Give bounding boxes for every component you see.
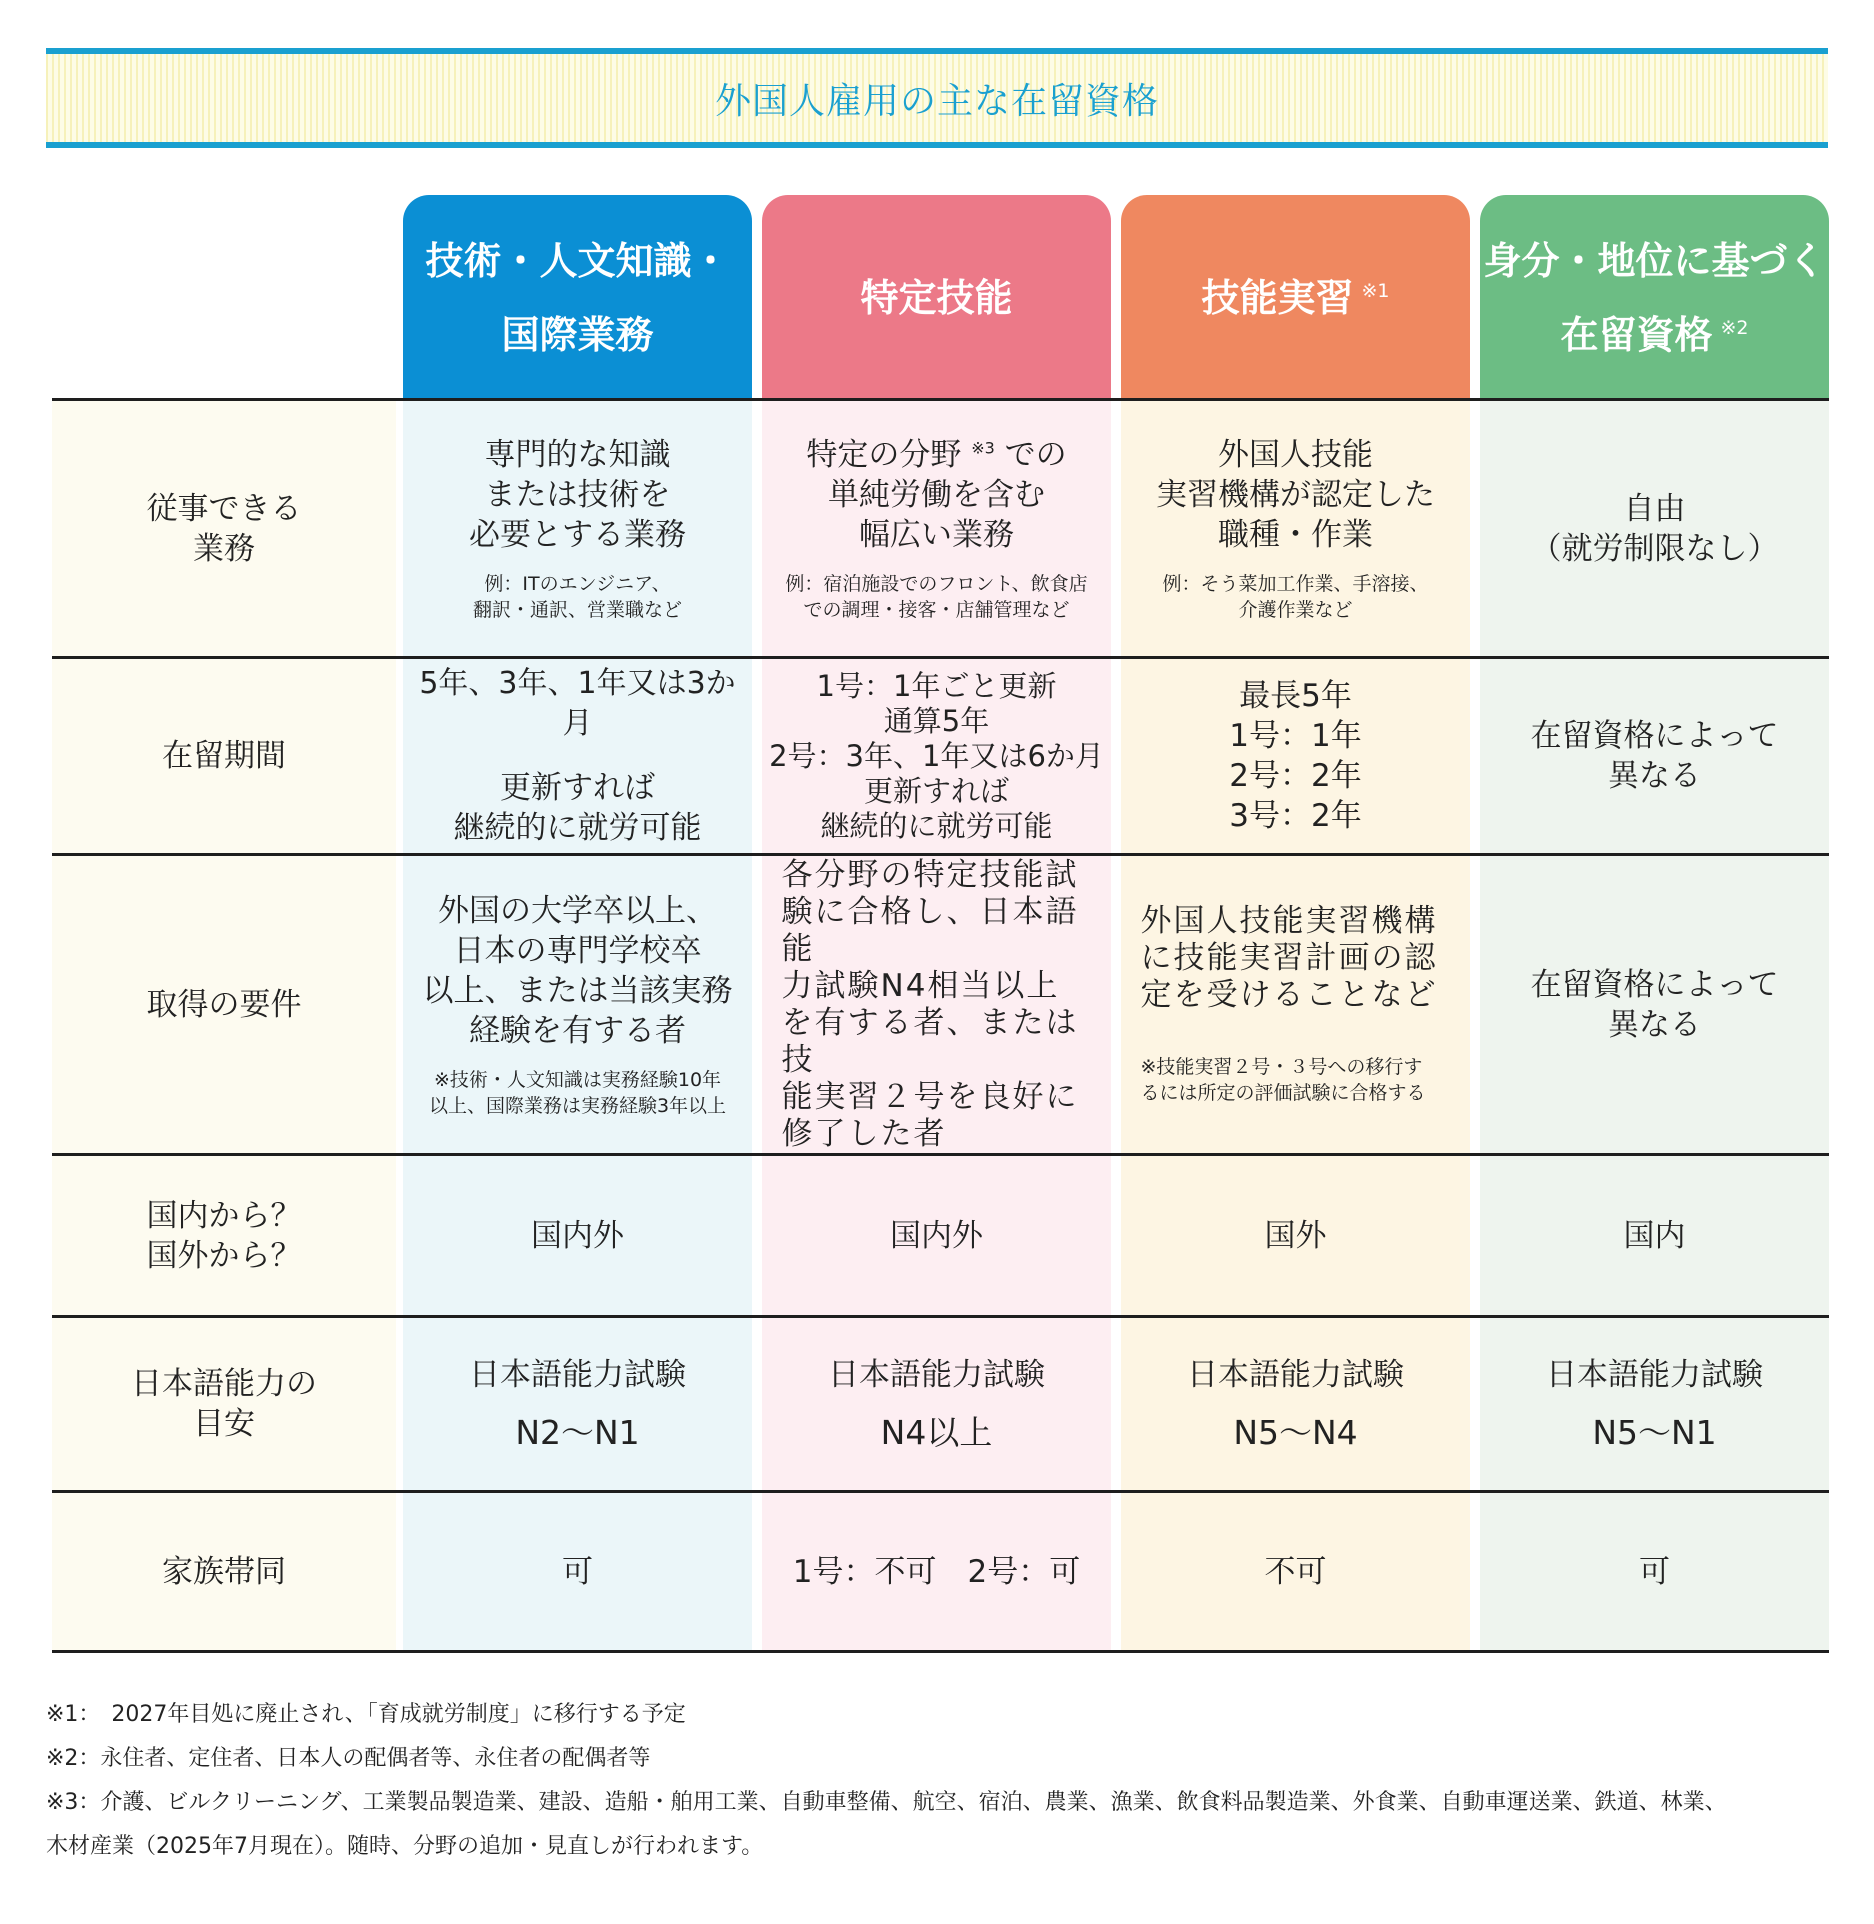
cell-text: に技能実習計画の認 [1140, 940, 1438, 976]
cell-note [473, 571, 682, 623]
cell-text: 特定の分野 [806, 436, 962, 473]
cell-japanese-specified-skilled [762, 1318, 1111, 1490]
cell-family-technical-intern [1121, 1493, 1470, 1650]
cell-text: 可 [1639, 1553, 1670, 1590]
cell-text: 修了した者 [781, 1115, 947, 1152]
cell-text: を有する者、または技 [781, 1004, 1079, 1078]
row-label-japanese [52, 1318, 396, 1490]
cell-japanese-technical-intern [1121, 1318, 1470, 1490]
column-header-line: 技術・人文知識・ [425, 238, 730, 283]
cell-text: 必要とする業務 [469, 516, 686, 553]
cell-text: （就労制限なし） [1530, 530, 1779, 567]
cell-text: 幅広い業務 [859, 516, 1014, 553]
cell-origin-status-based [1480, 1156, 1829, 1315]
cell-text-block [782, 857, 1092, 1153]
cell-text-block [1141, 903, 1451, 1014]
cell-text: 国内外 [531, 1217, 624, 1254]
column-header-line: 在留資格 [1560, 312, 1713, 357]
row-label-line: 在留期間 [162, 738, 286, 774]
cell-japanese-status-based [1480, 1318, 1829, 1490]
cell-text: 外国人技能 [1218, 436, 1373, 473]
cell-note-line: 例：そう菜加工作業、手溶接、 [1162, 572, 1429, 595]
column-header-line: 特定技能 [860, 275, 1013, 320]
cell-text: 1号：不可 2号：可 [792, 1553, 1081, 1590]
cell-family-specified-skilled [762, 1493, 1111, 1650]
cell-text: 日本語能力試験 [828, 1357, 1045, 1393]
cell-text: 2号：3年、1年又は6か月 [769, 738, 1104, 773]
cell-text: 継続的に就労可能 [820, 808, 1053, 843]
cell-text: 1号：1年ごと更新 [816, 668, 1057, 703]
cell-text: 日本語能力試験 [1546, 1357, 1763, 1393]
cell-duties-status-based [1480, 401, 1829, 656]
cell-text: N2～N1 [515, 1413, 640, 1452]
cell-text: 異なる [1608, 758, 1701, 794]
row-label-line: 業務 [193, 530, 255, 567]
footnote-marker: ※3 [971, 438, 995, 458]
cell-text: 3号：2年 [1229, 798, 1362, 834]
cell-text: 日本語能力試験 [1187, 1357, 1404, 1393]
cell-text: 更新すれば [863, 773, 1009, 808]
cell-text: 経験を有する者 [469, 1012, 686, 1049]
column-header-engineer [403, 195, 752, 400]
cell-note-line: 例：宿泊施設でのフロント、飲食店 [785, 572, 1088, 595]
cell-text: 可 [562, 1553, 593, 1590]
row-label-requirements [52, 856, 396, 1153]
cell-requirements-technical-intern [1121, 856, 1470, 1153]
cell-note-line: るには所定の評価試験に合格する [1140, 1082, 1426, 1104]
cell-note-line: での調理・接客・店舗管理など [803, 598, 1070, 621]
cell-period-engineer [403, 659, 752, 853]
column-header-line: 国際業務 [501, 312, 654, 357]
column-header-line: 身分・地位に基づく [1483, 238, 1826, 283]
row-label-line: 日本語能力の [131, 1366, 317, 1402]
cell-text: での [1004, 436, 1067, 473]
cell-family-status-based [1480, 1493, 1829, 1650]
cell-family-engineer [403, 1493, 752, 1650]
cell-text: N4以上 [880, 1413, 993, 1452]
cell-text: 5年、3年、1年又は3か月 [419, 666, 736, 741]
cell-text: 定を受けることなど [1140, 977, 1438, 1013]
cell-note-line: 以上、国際業務は実務経験3年以上 [428, 1094, 727, 1117]
cell-note-line: ※技能実習２号・３号への移行す [1140, 1056, 1423, 1078]
cell-text: 実習機構が認定した [1156, 476, 1435, 513]
cell-text: 1号：1年 [1229, 718, 1362, 754]
cell-text: 外国の大学卒以上、 [438, 892, 717, 929]
cell-text: 在留資格によって [1530, 966, 1779, 1003]
cell-text: 最長5年 [1239, 678, 1352, 714]
cell-text: 職種・作業 [1218, 516, 1373, 553]
footnote-1: ※1： 2027年目処に廃止され、「育成就労制度」に移行する予定 [46, 1702, 686, 1727]
cell-text: 単純労働を含む [828, 476, 1045, 513]
cell-note-line: 介護作業など [1238, 598, 1353, 621]
cell-period-specified-skilled [762, 659, 1111, 853]
cell-requirements-engineer [403, 856, 752, 1153]
cell-text: 不可 [1264, 1553, 1327, 1590]
cell-text: N5～N1 [1592, 1413, 1717, 1452]
cell-text: 国内外 [890, 1217, 983, 1254]
cell-note [429, 1067, 726, 1119]
row-divider [52, 1650, 1829, 1653]
column-header-line: 技能実習 [1201, 275, 1354, 320]
cell-japanese-engineer [403, 1318, 752, 1490]
column-header-status-based [1480, 195, 1829, 400]
row-label-line: 国内から？ [146, 1197, 302, 1234]
cell-text: 能実習２号を良好に [781, 1078, 1079, 1115]
footnotes [46, 1693, 1836, 1869]
cell-period-technical-intern [1121, 659, 1470, 853]
cell-duties-engineer [403, 401, 752, 656]
cell-text: 力試験N4相当以上 [781, 967, 1060, 1004]
column-header-technical-intern [1121, 195, 1470, 400]
row-label-line: 家族帯同 [162, 1553, 286, 1590]
cell-period-status-based [1480, 659, 1829, 853]
row-label-line: 従事できる [146, 490, 302, 527]
column-header-specified-skilled [762, 195, 1111, 400]
cell-note-line: ※技術・人文知識は実務経験10年 [433, 1068, 722, 1091]
cell-note [1162, 571, 1428, 623]
cell-origin-engineer [403, 1156, 752, 1315]
footnote-marker: ※1 [1361, 279, 1390, 302]
cell-text: 日本語能力試験 [469, 1357, 686, 1393]
cell-origin-specified-skilled [762, 1156, 1111, 1315]
cell-text: 自由 [1623, 490, 1686, 527]
page-title: 外国人雇用の主な在留資格 [714, 80, 1159, 122]
row-label-line: 目安 [193, 1406, 255, 1442]
cell-text: 異なる [1608, 1006, 1701, 1043]
footnote-3-continued: 木材産業（2025年7月現在）。随時、分野の追加・見直しが行われます。 [46, 1834, 764, 1859]
cell-duties-specified-skilled [762, 401, 1111, 656]
cell-text: 通算5年 [883, 703, 990, 738]
row-label-origin [52, 1156, 396, 1315]
cell-text: 各分野の特定技能試 [781, 856, 1079, 893]
cell-text: 日本の専門学校卒 [453, 932, 702, 969]
cell-text: または技術を [484, 476, 671, 513]
cell-text: 2号：2年 [1229, 758, 1362, 794]
cell-text: 外国人技能実習機構 [1140, 903, 1438, 939]
row-label-duties [52, 401, 396, 656]
cell-text: 国外 [1264, 1217, 1327, 1254]
cell-requirements-specified-skilled [762, 856, 1111, 1153]
footnote-marker: ※2 [1720, 316, 1749, 339]
cell-requirements-status-based [1480, 856, 1829, 1153]
footnote-2: ※2：永住者、定住者、日本人の配偶者等、永住者の配偶者等 [46, 1746, 651, 1771]
cell-text: 国内 [1623, 1217, 1686, 1254]
cell-duties-technical-intern [1121, 401, 1470, 656]
cell-note-line: 翻訳・通訳、営業職など [472, 598, 682, 621]
footnote-3: ※3：介護、ビルクリーニング、工業製品製造業、建設、造船・舶用工業、自動車整備、航空、宿泊、農業、漁業、飲食料品製造業、外食業、自動車運送業、鉄道、林業、 [46, 1790, 1727, 1815]
cell-text: 験に合格し、日本語能 [781, 893, 1079, 967]
cell-note [1141, 1054, 1451, 1106]
cell-note [785, 571, 1087, 623]
cell-text: 以上、または当該実務 [422, 972, 733, 1009]
cell-text: 在留資格によって [1530, 718, 1779, 754]
title-banner [46, 48, 1828, 148]
cell-origin-technical-intern [1121, 1156, 1470, 1315]
row-label-family [52, 1493, 396, 1650]
cell-note-line: 例：ITのエンジニア、 [484, 572, 671, 595]
row-label-period [52, 659, 396, 853]
cell-text: 継続的に就労可能 [453, 810, 702, 846]
row-label-line: 国外から？ [146, 1237, 302, 1274]
cell-text: 専門的な知識 [484, 436, 671, 473]
cell-text: 更新すれば [500, 770, 655, 806]
row-label-line: 取得の要件 [146, 986, 302, 1023]
cell-text: N5～N4 [1233, 1413, 1358, 1452]
